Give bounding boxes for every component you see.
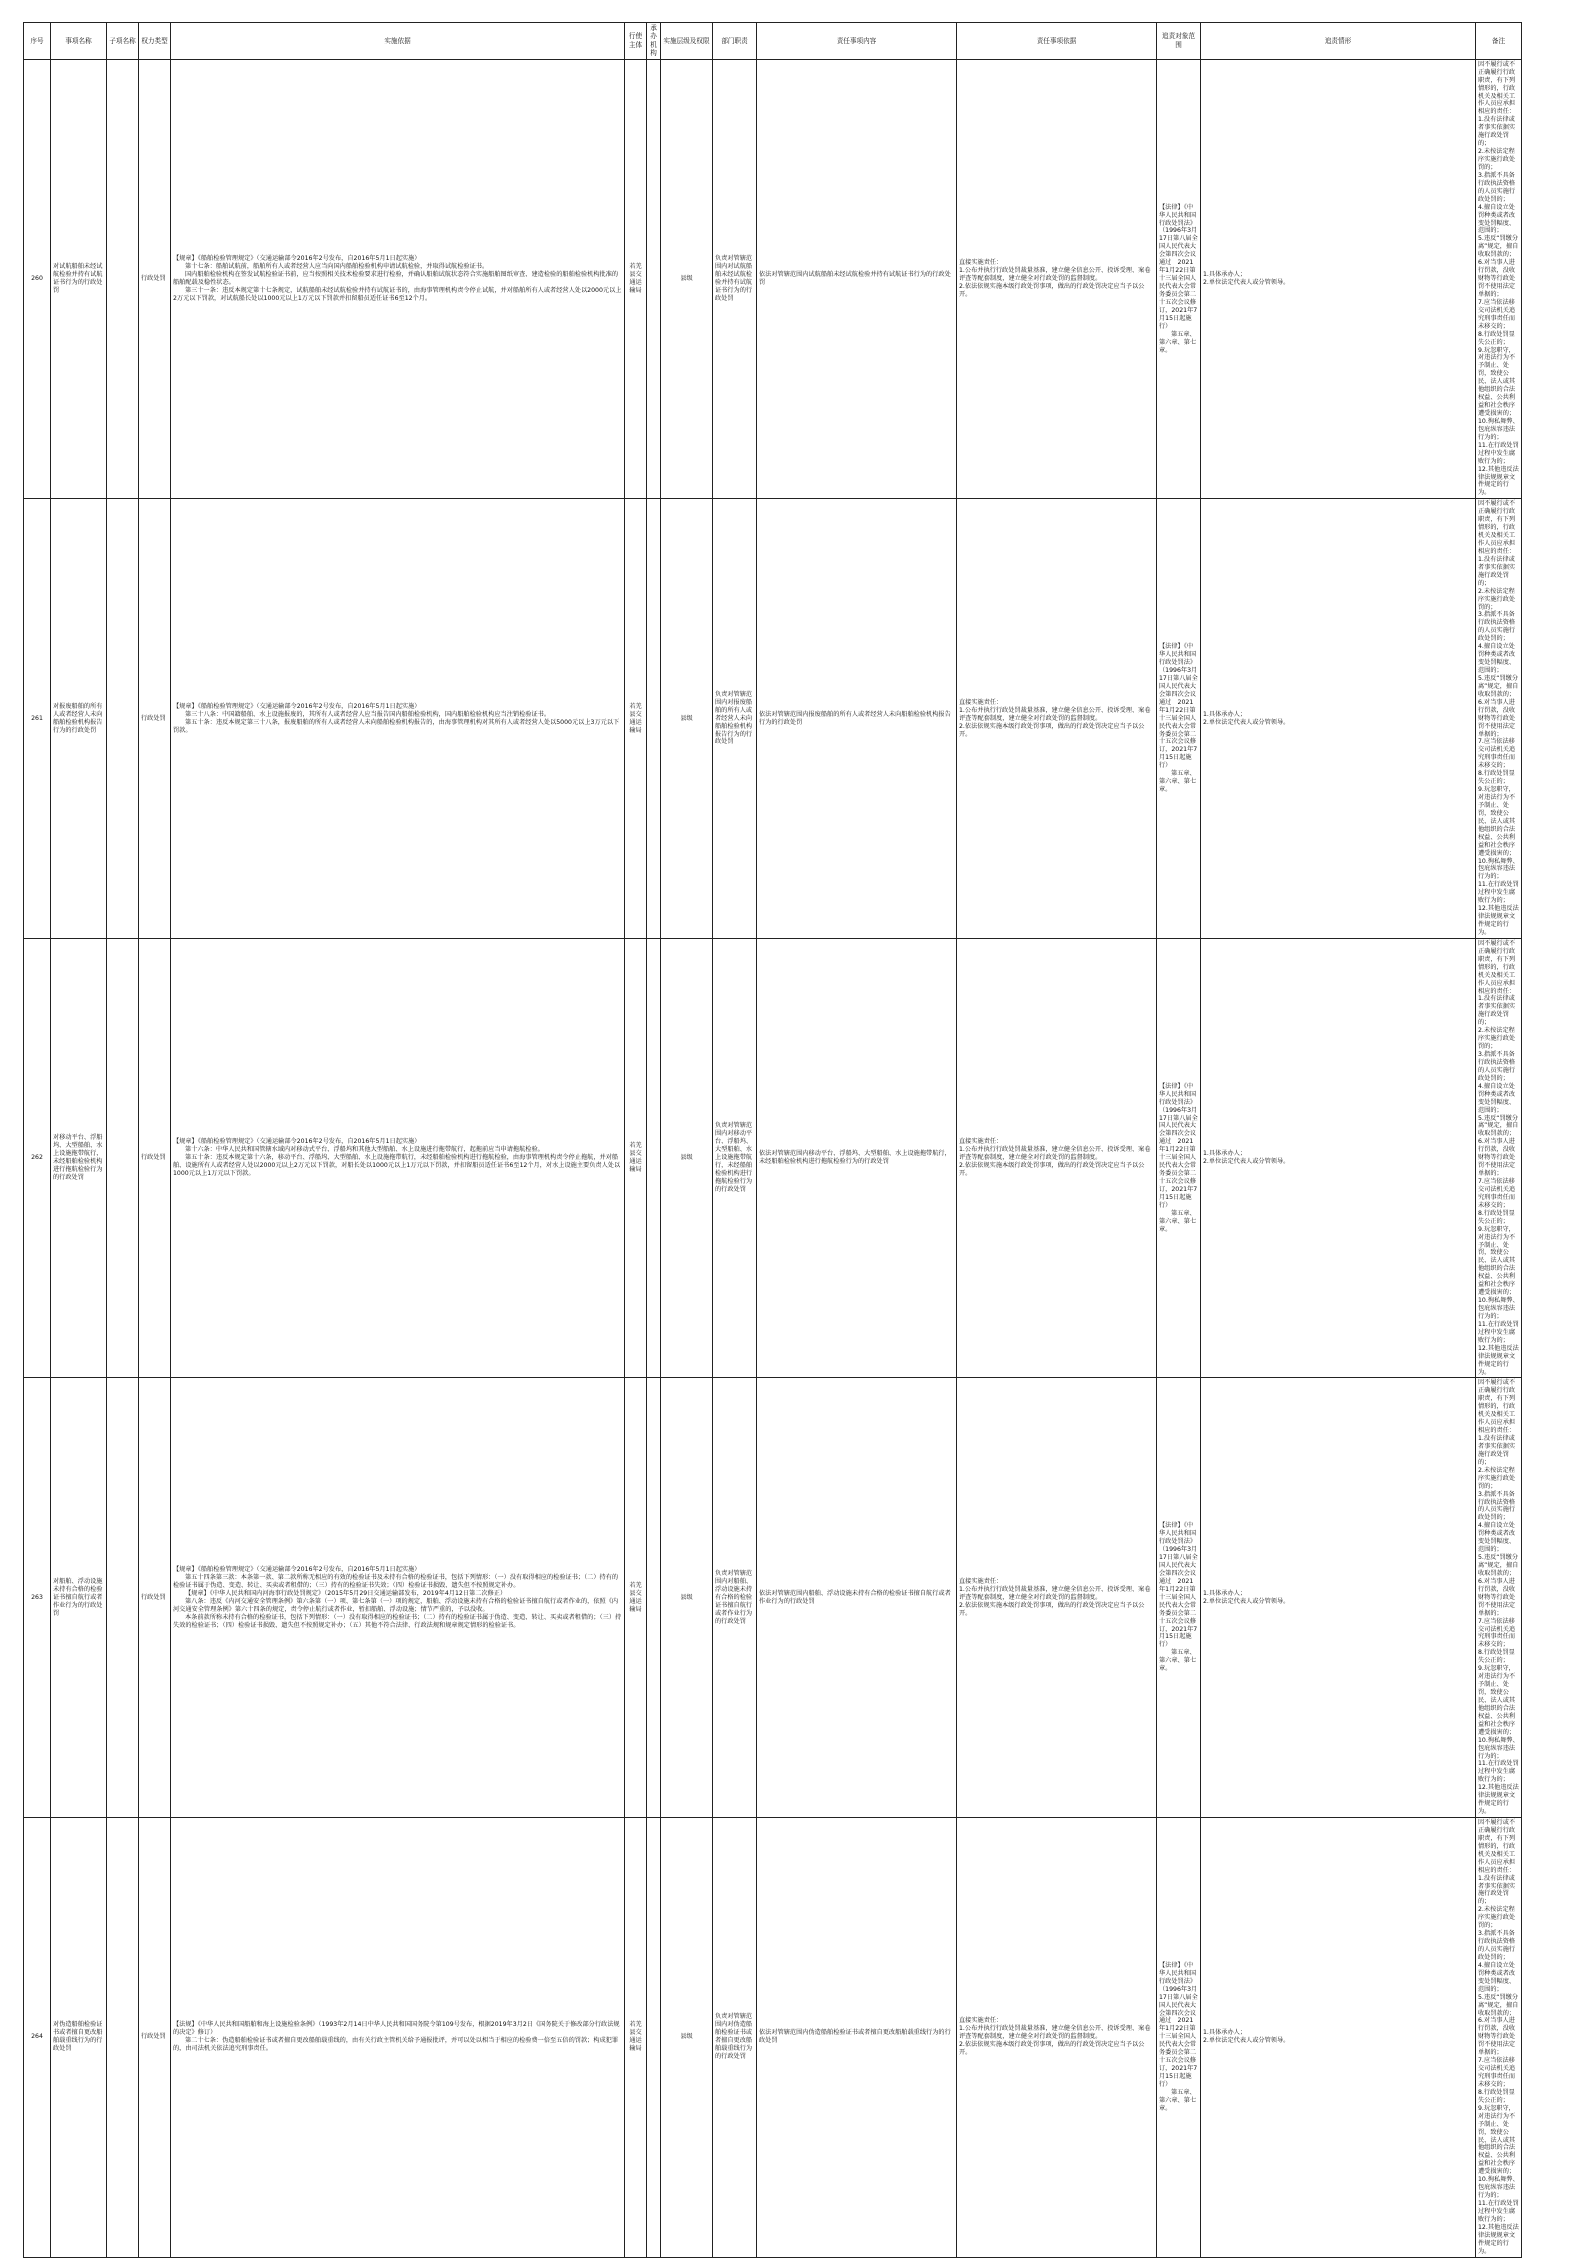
accountability-situations-line: 9.玩忽职守，对违法行为不予制止、处罚，致使公民、法人或其他组织的合法权益、公共利益和社会秩序遭受损害的； [1478, 2104, 1516, 2176]
accountability-situations-line: 3.指派不具备行政执法资格的人员实施行政处罚的； [1478, 1051, 1516, 1082]
col-header: 备注 [1476, 23, 1522, 60]
accountability-situations-line: 9.玩忽职守，对违法行为不予制止、处罚，致使公民、法人或其他组织的合法权益、公共利益和社会秩序遭受损害的； [1478, 1225, 1516, 1297]
accountability-situations-line: 4.擅自设立处罚种类或者改变处罚幅度、范围的； [1478, 203, 1516, 235]
accountability-situations-line: 7.应当依法移交司法机关追究刑事责任而未移交的； [1478, 738, 1516, 770]
accountability-situations-line: 1.没有法律或者事实依据实施行政处罚的； [1478, 116, 1516, 148]
department-duty: 依法对管辖范围内船舶、浮动设施未持有合格的检验证书擅自航行或者作业行为的行政处罚 [757, 1378, 957, 1818]
col-header: 行使主体 [625, 23, 647, 60]
responsibility-basis [1157, 938, 1201, 1378]
header-row [24, 23, 1522, 60]
accountability-situations [1476, 1378, 1522, 1818]
accountability-objects [1201, 1818, 1476, 2258]
responsibility-content-line: 1.公布并执行行政处罚裁量基准，建立健全信息公开、投诉受理、案卷评查等配套制度，建立健全对行政处罚的监督制度。 [959, 1146, 1151, 1162]
accountability-situations-line: 12.其他违反法律法规规章文件规定的行为。 [1478, 905, 1519, 936]
col-header: 事项名称 [51, 23, 107, 60]
implementation-basis-line: 【规章】《船舶检验管理规定》（交通运输部令2016年2号发布，自2016年5月1日起实施） [173, 1138, 421, 1146]
row-number: 260 [24, 59, 51, 499]
executing-subject: 若羌县交通运输局 [625, 59, 647, 499]
implementation-basis-line: 第二十七条：伪造船舶检验证书或者擅自更改船舶载重线的，由有关行政主管机关给予通报批评，并可以处以相当于相应的检验费一倍至五倍的罚款；构成犯罪的，由司法机关依法追究刑事责任。 [173, 2037, 619, 2053]
accountability-situations-line: 11.在行政处罚过程中发生腐败行为的； [1478, 441, 1519, 465]
sub-item-name [107, 1378, 139, 1818]
level-authority: 负责对管辖范围内对移动平台、浮船坞、大型船舶、水上设施拖带航行，未经船舶检验机构进行拖航检验行为的行政处罚 [713, 938, 757, 1378]
handling-agency [647, 59, 661, 499]
power-list-table [23, 22, 1522, 2258]
item-name: 对船舶、浮动设施未持有合格的检验证书擅自航行或者作业行为的行政处罚 [51, 1378, 107, 1818]
implementation-basis-line: 第五十条：违反本规定第十六条，移动平台、浮船坞、大型船舶、水上设施拖带航行，未经船舶检验机构进行拖航检验，由海事管理机构责令停止拖航，并对船舶、设施所有人或者经营人处以2000元以上2万元以下罚款，对船长处以1000元以上1万元以下罚款，并扣留船员适任证书6至12个月，对水上设施主要负责人处以1000元以上1万元以下罚款。 [173, 1154, 621, 1178]
department-duty: 依法对管辖范围内报废船舶的所有人或者经营人未向船舶检验机构报告行为的行政处罚 [757, 499, 957, 939]
accountability-situations-line: 2.未按法定程序实施行政处罚的； [1478, 1906, 1516, 1930]
implementation-basis-line: 第三十八条：中国籍船舶、水上设施报废的，其所有人或者经营人应当报告国内船舶检验机构，国内船舶检验机构应当注销检验证书。 [185, 710, 551, 718]
accountability-situations-line: 2.未按法定程序实施行政处罚的； [1478, 148, 1516, 171]
col-header: 序号 [24, 23, 51, 60]
col-header: 承办机构 [647, 23, 661, 60]
accountability-situations-line: 3.指派不具备行政执法资格的人员实施行政处罚的； [1478, 1490, 1516, 1522]
accountability-situations-line: 因不履行或不正确履行行政职责，有下列情形的，行政机关及相关工作人员应承担相应的责任： [1478, 1379, 1516, 1435]
accountability-situations-line: 1.没有法律或者事实依据实施行政处罚的； [1478, 1435, 1516, 1466]
responsibility-content-line: 直接实施责任： [959, 1577, 1003, 1585]
level-authority: 负责对管辖范围内对试航船舶未经试航检验并持有试航证书行为的行政处罚 [713, 59, 757, 499]
accountability-objects-line: 2.单位法定代表人或分管领导。 [1203, 1597, 1290, 1605]
accountability-situations-line: 3.指派不具备行政执法资格的人员实施行政处罚的； [1478, 1930, 1516, 1961]
table-row [24, 938, 1522, 1378]
accountability-situations-line: 9.玩忽职守，对违法行为不予制止、处罚，致使公民、法人或其他组织的合法权益、公共利益和社会秩序遭受损害的； [1478, 786, 1516, 857]
table-row [24, 1818, 1522, 2258]
responsibility-basis [1157, 1378, 1201, 1818]
row-number: 261 [24, 499, 51, 939]
responsibility-basis [1157, 59, 1201, 499]
level-authority: 负责对管辖范围内对伪造船舶检验证书或者擅自更改船舶载重线行为的行政处罚 [713, 1818, 757, 2258]
handling-agency [647, 938, 661, 1378]
responsibility-content-line: 1.公布并执行行政处罚裁量基准，建立健全信息公开、投诉受理、案卷评查等配套制度，建立健全对行政处罚的监督制度。 [959, 1585, 1151, 1601]
accountability-situations-line: 6.对当事人进行罚款，没收财物等行政处罚不使用法定单据的； [1478, 259, 1516, 298]
accountability-situations-line: 3.指派不具备行政执法资格的人员实施行政处罚的； [1478, 171, 1516, 203]
sub-item-name [107, 59, 139, 499]
accountability-situations-line: 8.行政处罚显失公正的； [1478, 2088, 1515, 2104]
responsibility-content [957, 1378, 1157, 1818]
power-type: 行政处罚 [139, 1378, 171, 1818]
accountability-situations-line: 6.对当事人进行罚款，没收财物等行政处罚不使用法定单据的； [1478, 1577, 1516, 1617]
responsibility-basis-line: 【法律】《中华人民共和国行政处罚法》（1996年3月17日第八届全国人民代表大会第四次会议通过 2021年1月22日第十三届全国人民代表大会常务委员会第二十五次会议修订，2021年7月15日起施行） [1159, 203, 1198, 330]
accountability-situations-line: 6.对当事人进行罚款，没收财物等行政处罚不使用法定单据的； [1478, 1138, 1516, 1178]
implementation-basis [171, 59, 625, 499]
implementation-basis-line: 本条前款所称未持有合格的检验证书，包括下列情形：（一）没有取得相应的检验证书；（二）持有的检验证书属于伪造、变造、转让、买卖或者租借的；（三）持失效的检验证书；（四）检验证书损毁、遗失但不按照规定补办；（五）其他不符合法律、行政法规和规章规定情形的检验证书。 [173, 1613, 622, 1629]
col-header: 实施依据 [171, 23, 625, 60]
accountability-objects [1201, 1378, 1476, 1818]
responsibility-content-line: 2.依法依规实施本级行政处罚事项，做出的行政处罚决定应当予以公开。 [959, 2041, 1145, 2057]
responsibility-content [957, 499, 1157, 939]
accountability-situations-line: 12.其他违反法律法规规章文件规定的行为。 [1478, 1784, 1519, 1816]
accountability-situations-line: 1.没有法律或者事实依据实施行政处罚的； [1478, 995, 1516, 1027]
implementation-basis-line: 第十七条：船舶试航前，船舶所有人或者经营人应当向国内船舶检验机构申请试航检验，并取得试航检验证书。 [185, 263, 489, 271]
implementation-basis-line: 第十六条：中华人民共和国管辖水域内对移动式平台、浮船坞和其他大型船舶、水上设施进行拖带航行，起拖前应当申请拖航检验。 [185, 1146, 544, 1154]
accountability-objects-line: 1.具体承办人； [1203, 1150, 1247, 1158]
col-header: 子项名称 [107, 23, 139, 60]
table-row [24, 499, 1522, 939]
implementation-basis [171, 499, 625, 939]
accountability-situations-line: 8.行政处罚显失公正的； [1478, 770, 1515, 786]
sub-item-name [107, 1818, 139, 2258]
accountability-situations-line: 8.行政处罚显失公正的； [1478, 1649, 1515, 1665]
responsibility-content [957, 59, 1157, 499]
accountability-situations-line: 12.其他违反法律法规规章文件规定的行为。 [1478, 465, 1519, 497]
accountability-situations-line: 5.违反“罚缴分离”规定，擅自收取罚款的； [1478, 674, 1519, 698]
handling-agency [647, 499, 661, 939]
row-number: 264 [24, 1818, 51, 2258]
accountability-situations-line: 11.在行政处罚过程中发生腐败行为的； [1478, 881, 1519, 905]
accountability-situations-line: 2.未按法定程序实施行政处罚的； [1478, 1027, 1516, 1051]
implementation-basis-line: 第五十四条第三款：本条第一款、第二款所称无相应的有效的检验证书及未持有合格的检验证书，包括下列情形：（一）没有取得相应的检验证书；（二）持有的检验证书属于伪造、变造、转让、买卖或者租借的；（三）持有的检验证书失效；（四）检验证书损毁、遗失但不按照规定补办。 [173, 1573, 619, 1589]
table-row [24, 59, 1522, 499]
implementation-level: 县级 [661, 1818, 713, 2258]
implementation-basis-line: 第五十条：违反本规定第三十八条，报废船舶的所有人或者经营人未向船舶检验机构报告的，由海事管理机构对其所有人或者经营人处以5000元以上3万元以下罚款。 [173, 718, 620, 734]
responsibility-content-line: 2.依法依规实施本级行政处罚事项，做出的行政处罚决定应当予以公开。 [959, 283, 1145, 298]
accountability-situations-line: 5.违反“罚缴分离”规定，擅自收取罚款的； [1478, 235, 1519, 259]
responsibility-content-line: 直接实施责任： [959, 2017, 1003, 2025]
accountability-situations-line: 9.玩忽职守，对违法行为不予制止、处罚，致使公民、法人或其他组织的合法权益、公共利益和社会秩序遭受损害的； [1478, 1665, 1516, 1736]
level-authority: 负责对管辖范围内对报废船舶的所有人或者经营人未向船舶检验机构报告行为的行政处罚 [713, 499, 757, 939]
sub-item-name [107, 499, 139, 939]
accountability-objects [1201, 499, 1476, 939]
implementation-basis-line: 【规章】《中华人民共和国内河海事行政处罚规定》（2015年5月29日交通运输部发布，2019年4月12日第二次修正） [185, 1589, 507, 1597]
implementation-level: 县级 [661, 938, 713, 1378]
accountability-objects-line: 2.单位法定代表人或分管领导。 [1203, 1158, 1290, 1166]
implementation-basis [171, 938, 625, 1378]
accountability-situations [1476, 938, 1522, 1378]
accountability-situations-line: 4.擅自设立处罚种类或者改变处罚幅度、范围的； [1478, 1082, 1516, 1114]
responsibility-basis-line: 【法律】《中华人民共和国行政处罚法》（1996年3月17日第八届全国人民代表大会第四次会议通过 2021年1月22日第十三届全国人民代表大会常务委员会第二十五次会议修订，2021年7月15日起施行） [1159, 1522, 1198, 1649]
accountability-situations-line: 10.徇私舞弊、包庇纵容违法行为的； [1478, 1736, 1519, 1760]
responsibility-basis [1157, 499, 1201, 939]
responsibility-basis-line: 【法律】《中华人民共和国行政处罚法》（1996年3月17日第八届全国人民代表大会第四次会议通过 2021年1月22日第十三届全国人民代表大会常务委员会第二十五次会议修订，2021年7月15日起施行） [1159, 1961, 1198, 2088]
implementation-basis-line: 国内船舶检验机构在签发试航检验证书前，应当按照相关技术检验要求进行检验，并确认船舶试航状态符合实施船舶图纸审查、建造检验的船舶检验机构批准的船舶配载及稳性状态。 [173, 271, 619, 287]
accountability-objects-line: 2.单位法定代表人或分管领导。 [1203, 279, 1290, 287]
accountability-situations-line: 4.擅自设立处罚种类或者改变处罚幅度、范围的； [1478, 1522, 1516, 1554]
accountability-situations-line: 3.指派不具备行政执法资格的人员实施行政处罚的； [1478, 611, 1516, 643]
accountability-situations-line: 9.玩忽职守，对违法行为不予制止、处罚，致使公民、法人或其他组织的合法权益、公共利益和社会秩序遭受损害的； [1478, 346, 1516, 417]
accountability-objects [1201, 938, 1476, 1378]
responsibility-basis-line: 第五章、第六章、第七章。 [1159, 330, 1197, 354]
col-header: 实施层级及权限 [661, 23, 713, 60]
accountability-situations-line: 1.没有法律或者事实依据实施行政处罚的； [1478, 555, 1516, 587]
accountability-situations-line: 7.应当依法移交司法机关追究刑事责任而未移交的； [1478, 2057, 1516, 2088]
accountability-situations [1476, 499, 1522, 939]
item-name: 对移动平台、浮船坞、大型船舶、水上设施拖带航行，未经船舶检验机构进行拖航检验行为的行政处罚 [51, 938, 107, 1378]
accountability-situations-line: 因不履行或不正确履行行政职责，有下列情形的，行政机关及相关工作人员应承担相应的责任： [1478, 939, 1516, 995]
accountability-situations-line: 5.违反“罚缴分离”规定，擅自收取罚款的； [1478, 1114, 1519, 1138]
accountability-situations-line: 11.在行政处罚过程中发生腐败行为的； [1478, 1320, 1519, 1344]
responsibility-content [957, 1818, 1157, 2258]
responsibility-content-line: 1.公布并执行行政处罚裁量基准，建立健全信息公开、投诉受理、案卷评查等配套制度，建立健全对行政处罚的监督制度。 [959, 267, 1151, 283]
accountability-situations [1476, 59, 1522, 499]
implementation-basis-line: 第八条：违反《内河交通安全管理条例》第六条第（一）项、第七条第（一）项的规定，船舶、浮动设施未持有合格的检验证书擅自航行或者作业的，依照《内河交通安全管理条例》第六十四条的规定，责令停止航行或者作业，暂扣船舶、浮动设施；情节严重的，予以没收。 [173, 1597, 619, 1613]
accountability-situations-line: 7.应当依法移交司法机关追究刑事责任而未移交的； [1478, 298, 1516, 330]
responsibility-basis-line: 第五章、第六章、第七章。 [1159, 770, 1197, 794]
accountability-situations-line: 6.对当事人进行罚款，没收财物等行政处罚不使用法定单据的； [1478, 2017, 1516, 2057]
department-duty: 依法对管辖范围内伪造船舶检验证书或者擅自更改船舶载重线行为的行政处罚 [757, 1818, 957, 2258]
department-duty: 依法对管辖范围内试航船舶未经试航检验并持有试航证书行为的行政处罚 [757, 59, 957, 499]
col-header: 责任事项内容 [757, 23, 957, 60]
accountability-objects-line: 1.具体承办人； [1203, 1589, 1247, 1597]
implementation-basis-line: 【规章】《船舶检验管理规定》（交通运输部令2016年2号发布，自2016年5月1日起实施） [173, 1565, 421, 1573]
col-header: 权力类型 [139, 23, 171, 60]
accountability-objects-line: 1.具体承办人； [1203, 2029, 1247, 2037]
accountability-situations-line: 5.违反“罚缴分离”规定，擅自收取罚款的； [1478, 1554, 1519, 1577]
accountability-situations-line: 8.行政处罚显失公正的； [1478, 1209, 1515, 1225]
accountability-situations-line: 因不履行或不正确履行行政职责，有下列情形的，行政机关及相关工作人员应承担相应的责任： [1478, 60, 1516, 116]
accountability-situations-line: 4.擅自设立处罚种类或者改变处罚幅度、范围的； [1478, 643, 1516, 674]
responsibility-content [957, 938, 1157, 1378]
accountability-objects-line: 1.具体承办人； [1203, 271, 1247, 279]
accountability-situations-line: 10.徇私舞弊、包庇纵容违法行为的； [1478, 417, 1519, 441]
responsibility-content-line: 1.公布并执行行政处罚裁量基准，建立健全信息公开、投诉受理、案卷评查等配套制度，建立健全对行政处罚的监督制度。 [959, 2025, 1151, 2041]
accountability-objects-line: 2.单位法定代表人或分管领导。 [1203, 2037, 1290, 2045]
table-row [24, 1378, 1522, 1818]
accountability-situations-line: 10.徇私舞弊、包庇纵容违法行为的； [1478, 1297, 1519, 1320]
col-header: 追责对象范围 [1157, 23, 1201, 60]
department-duty: 依法对管辖范围内移动平台、浮船坞、大型船舶、水上设施拖带航行，未经船舶检验机构进行拖航检验行为的行政处罚 [757, 938, 957, 1378]
accountability-objects-line: 1.具体承办人； [1203, 710, 1247, 718]
implementation-basis-line: 【规章】《船舶检验管理规定》（交通运输部令2016年2号发布，自2016年5月1日起实施） [173, 255, 421, 263]
accountability-situations [1476, 1818, 1522, 2258]
responsibility-basis-line: 【法律】《中华人民共和国行政处罚法》（1996年3月17日第八届全国人民代表大会第四次会议通过 2021年1月22日第十三届全国人民代表大会常务委员会第二十五次会议修订，2021年7月15日起施行） [1159, 1082, 1198, 1209]
accountability-situations-line: 10.徇私舞弊、包庇纵容违法行为的； [1478, 857, 1519, 881]
accountability-situations-line: 2.未按法定程序实施行政处罚的； [1478, 587, 1516, 611]
item-name: 对伪造船舶检验证书或者擅自更改船舶载重线行为的行政处罚 [51, 1818, 107, 2258]
responsibility-content-line: 直接实施责任： [959, 259, 1003, 267]
item-name: 对试航船舶未经试航检验并持有试航证书行为的行政处罚 [51, 59, 107, 499]
responsibility-basis-line: 第五章、第六章、第七章。 [1159, 2088, 1197, 2112]
implementation-basis-line: 【法规】《中华人民共和国船舶和海上设施检验条例》（1993年2月14日中华人民共和国国务院令第109号发布，根据2019年3月2日《国务院关于修改部分行政法规的决定》修订） [173, 2021, 620, 2037]
responsibility-content-line: 直接实施责任： [959, 1138, 1003, 1146]
handling-agency [647, 1818, 661, 2258]
handling-agency [647, 1378, 661, 1818]
power-type: 行政处罚 [139, 1818, 171, 2258]
accountability-situations-line: 因不履行或不正确履行行政职责，有下列情形的，行政机关及相关工作人员应承担相应的责任： [1478, 1819, 1516, 1874]
executing-subject: 若羌县交通运输局 [625, 499, 647, 939]
col-header: 追责情形 [1201, 23, 1476, 60]
accountability-situations-line: 12.其他违反法律法规规章文件规定的行为。 [1478, 2223, 1519, 2255]
responsibility-basis-line: 第五章、第六章、第七章。 [1159, 1649, 1197, 1673]
implementation-level: 县级 [661, 59, 713, 499]
implementation-basis-line: 【规章】《船舶检验管理规定》（交通运输部令2016年2号发布，自2016年5月1日起实施） [173, 702, 421, 710]
implementation-basis [171, 1818, 625, 2258]
responsibility-content-line: 2.依法依规实施本级行政处罚事项，做出的行政处罚决定应当予以公开。 [959, 1162, 1145, 1178]
power-type: 行政处罚 [139, 59, 171, 499]
accountability-situations-line: 因不履行或不正确履行行政职责，有下列情形的，行政机关及相关工作人员应承担相应的责任： [1478, 500, 1516, 555]
accountability-objects-line: 2.单位法定代表人或分管领导。 [1203, 718, 1290, 726]
implementation-level: 县级 [661, 1378, 713, 1818]
row-number: 263 [24, 1378, 51, 1818]
responsibility-basis-line: 【法律】《中华人民共和国行政处罚法》（1996年3月17日第八届全国人民代表大会第四次会议通过 2021年1月22日第十三届全国人民代表大会常务委员会第二十五次会议修订，2021年7月15日起施行） [1159, 643, 1198, 770]
accountability-situations-line: 10.徇私舞弊、包庇纵容违法行为的； [1478, 2176, 1519, 2200]
accountability-situations-line: 7.应当依法移交司法机关追究刑事责任而未移交的； [1478, 1178, 1516, 1209]
responsibility-content-line: 1.公布并执行行政处罚裁量基准，建立健全信息公开、投诉受理、案卷评查等配套制度，建立健全对行政处罚的监督制度。 [959, 706, 1151, 722]
level-authority: 负责对管辖范围内对船舶、浮动设施未持有合格的检验证书擅自航行或者作业行为的行政处罚 [713, 1378, 757, 1818]
power-type: 行政处罚 [139, 499, 171, 939]
power-type: 行政处罚 [139, 938, 171, 1378]
accountability-objects [1201, 59, 1476, 499]
implementation-level: 县级 [661, 499, 713, 939]
accountability-situations-line: 12.其他违反法律法规规章文件规定的行为。 [1478, 1344, 1519, 1376]
accountability-situations-line: 2.未按法定程序实施行政处罚的； [1478, 1466, 1516, 1490]
responsibility-content-line: 2.依法依规实施本级行政处罚事项，做出的行政处罚决定应当予以公开。 [959, 722, 1145, 738]
accountability-situations-line: 6.对当事人进行罚款，没收财物等行政处罚不使用法定单据的； [1478, 698, 1516, 738]
responsibility-content-line: 直接实施责任： [959, 698, 1003, 706]
accountability-situations-line: 5.违反“罚缴分离”规定，擅自收取罚款的； [1478, 1993, 1519, 2017]
responsibility-basis [1157, 1818, 1201, 2258]
responsibility-basis-line: 第五章、第六章、第七章。 [1159, 1209, 1197, 1233]
implementation-basis-line: 第三十一条：违反本规定第十七条规定，试航船舶未经试航检验并持有试航证书的，由海事管理机构责令停止试航，并对船舶所有人或者经营人处以2000元以上2万元以下罚款，对试航船长处以1000元以上1万元以下罚款并扣留船员适任证书6至12个月。 [173, 286, 622, 302]
accountability-situations-line: 1.没有法律或者事实依据实施行政处罚的； [1478, 1874, 1516, 1906]
table-body [24, 59, 1522, 2257]
responsibility-content-line: 2.依法依规实施本级行政处罚事项，做出的行政处罚决定应当予以公开。 [959, 1601, 1145, 1617]
sub-item-name [107, 938, 139, 1378]
executing-subject: 若羌县交通运输局 [625, 938, 647, 1378]
accountability-situations-line: 11.在行政处罚过程中发生腐败行为的； [1478, 2200, 1519, 2223]
row-number: 262 [24, 938, 51, 1378]
executing-subject: 若羌县交通运输局 [625, 1818, 647, 2258]
executing-subject: 若羌县交通运输局 [625, 1378, 647, 1818]
col-header: 责任事项依据 [957, 23, 1157, 60]
accountability-situations-line: 8.行政处罚显失公正的； [1478, 330, 1515, 346]
accountability-situations-line: 11.在行政处罚过程中发生腐败行为的； [1478, 1760, 1519, 1784]
implementation-basis [171, 1378, 625, 1818]
accountability-situations-line: 4.擅自设立处罚种类或者改变处罚幅度、范围的； [1478, 1961, 1516, 1993]
col-header: 部门职责 [713, 23, 757, 60]
item-name: 对报废船舶的所有人或者经营人未向船舶检验机构报告行为的行政处罚 [51, 499, 107, 939]
accountability-situations-line: 7.应当依法移交司法机关追究刑事责任而未移交的； [1478, 1617, 1516, 1649]
